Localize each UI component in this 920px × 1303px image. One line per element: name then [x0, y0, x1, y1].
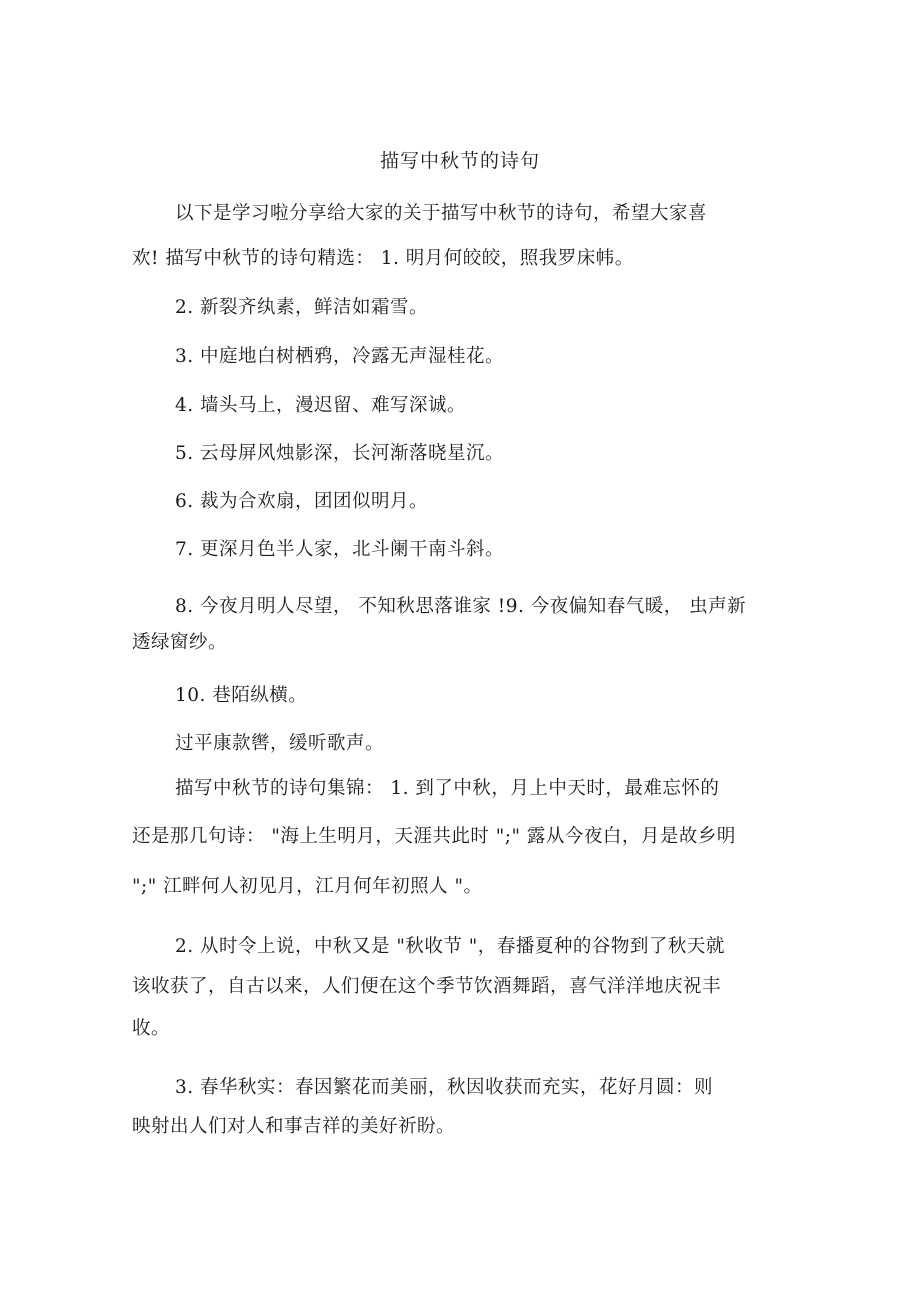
- text-line: 过平康款辔，缓听歌声。: [175, 733, 385, 754]
- text-line: 映射出人们对人和事吉祥的美好祈盼。: [132, 1116, 456, 1137]
- text-line: 2. 从时令上说，中秋又是 "秋收节 "，春播夏种的谷物到了秋天就: [175, 936, 725, 957]
- text-line: 该收获了，自古以来，人们便在这个季节饮酒舞蹈，喜气洋洋地庆祝丰: [132, 976, 722, 997]
- text-line: ";" 江畔何人初见月，江月何年初照人 "。: [132, 876, 483, 897]
- text-line: 欢! 描写中秋节的诗句精选： 1. 明月何皎皎，照我罗床帏。: [132, 248, 634, 269]
- text-line: 3. 中庭地白树栖鸦，冷露无声湿桂花。: [175, 346, 505, 367]
- text-line: 透绿窗纱。: [132, 632, 228, 653]
- text-line: 3. 春华秋实：春因繁花而美丽，秋因收获而充实，花好月圆：则: [175, 1077, 714, 1098]
- text-line: 6. 裁为合欢扇，团团似明月。: [175, 491, 429, 512]
- text-line: 5. 云母屏风烛影深，长河渐落晓星沉。: [175, 443, 505, 464]
- page-title: 描写中秋节的诗句: [379, 150, 540, 172]
- text-line: 10. 巷陌纵横。: [175, 685, 308, 706]
- text-line: 描写中秋节的诗句集锦： 1. 到了中秋，月上中天时，最难忘怀的: [175, 778, 720, 799]
- text-line: 8. 今夜月明人尽望， 不知秋思落谁家 !9. 今夜偏知春气暖， 虫声新: [175, 596, 747, 617]
- text-line: 收。: [132, 1018, 171, 1039]
- text-line: 7. 更深月色半人家，北斗阑干南斗斜。: [175, 539, 505, 560]
- text-line: 2. 新裂齐纨素，鲜洁如霜雪。: [175, 297, 429, 318]
- text-line: 还是那几句诗： "海上生明月，天涯共此时 ";" 露从今夜白，月是故乡明: [132, 826, 736, 847]
- text-line: 4. 墙头马上，漫迟留、难写深诚。: [175, 395, 467, 416]
- text-line: 以下是学习啦分享给大家的关于描写中秋节的诗句，希望大家喜: [175, 203, 708, 224]
